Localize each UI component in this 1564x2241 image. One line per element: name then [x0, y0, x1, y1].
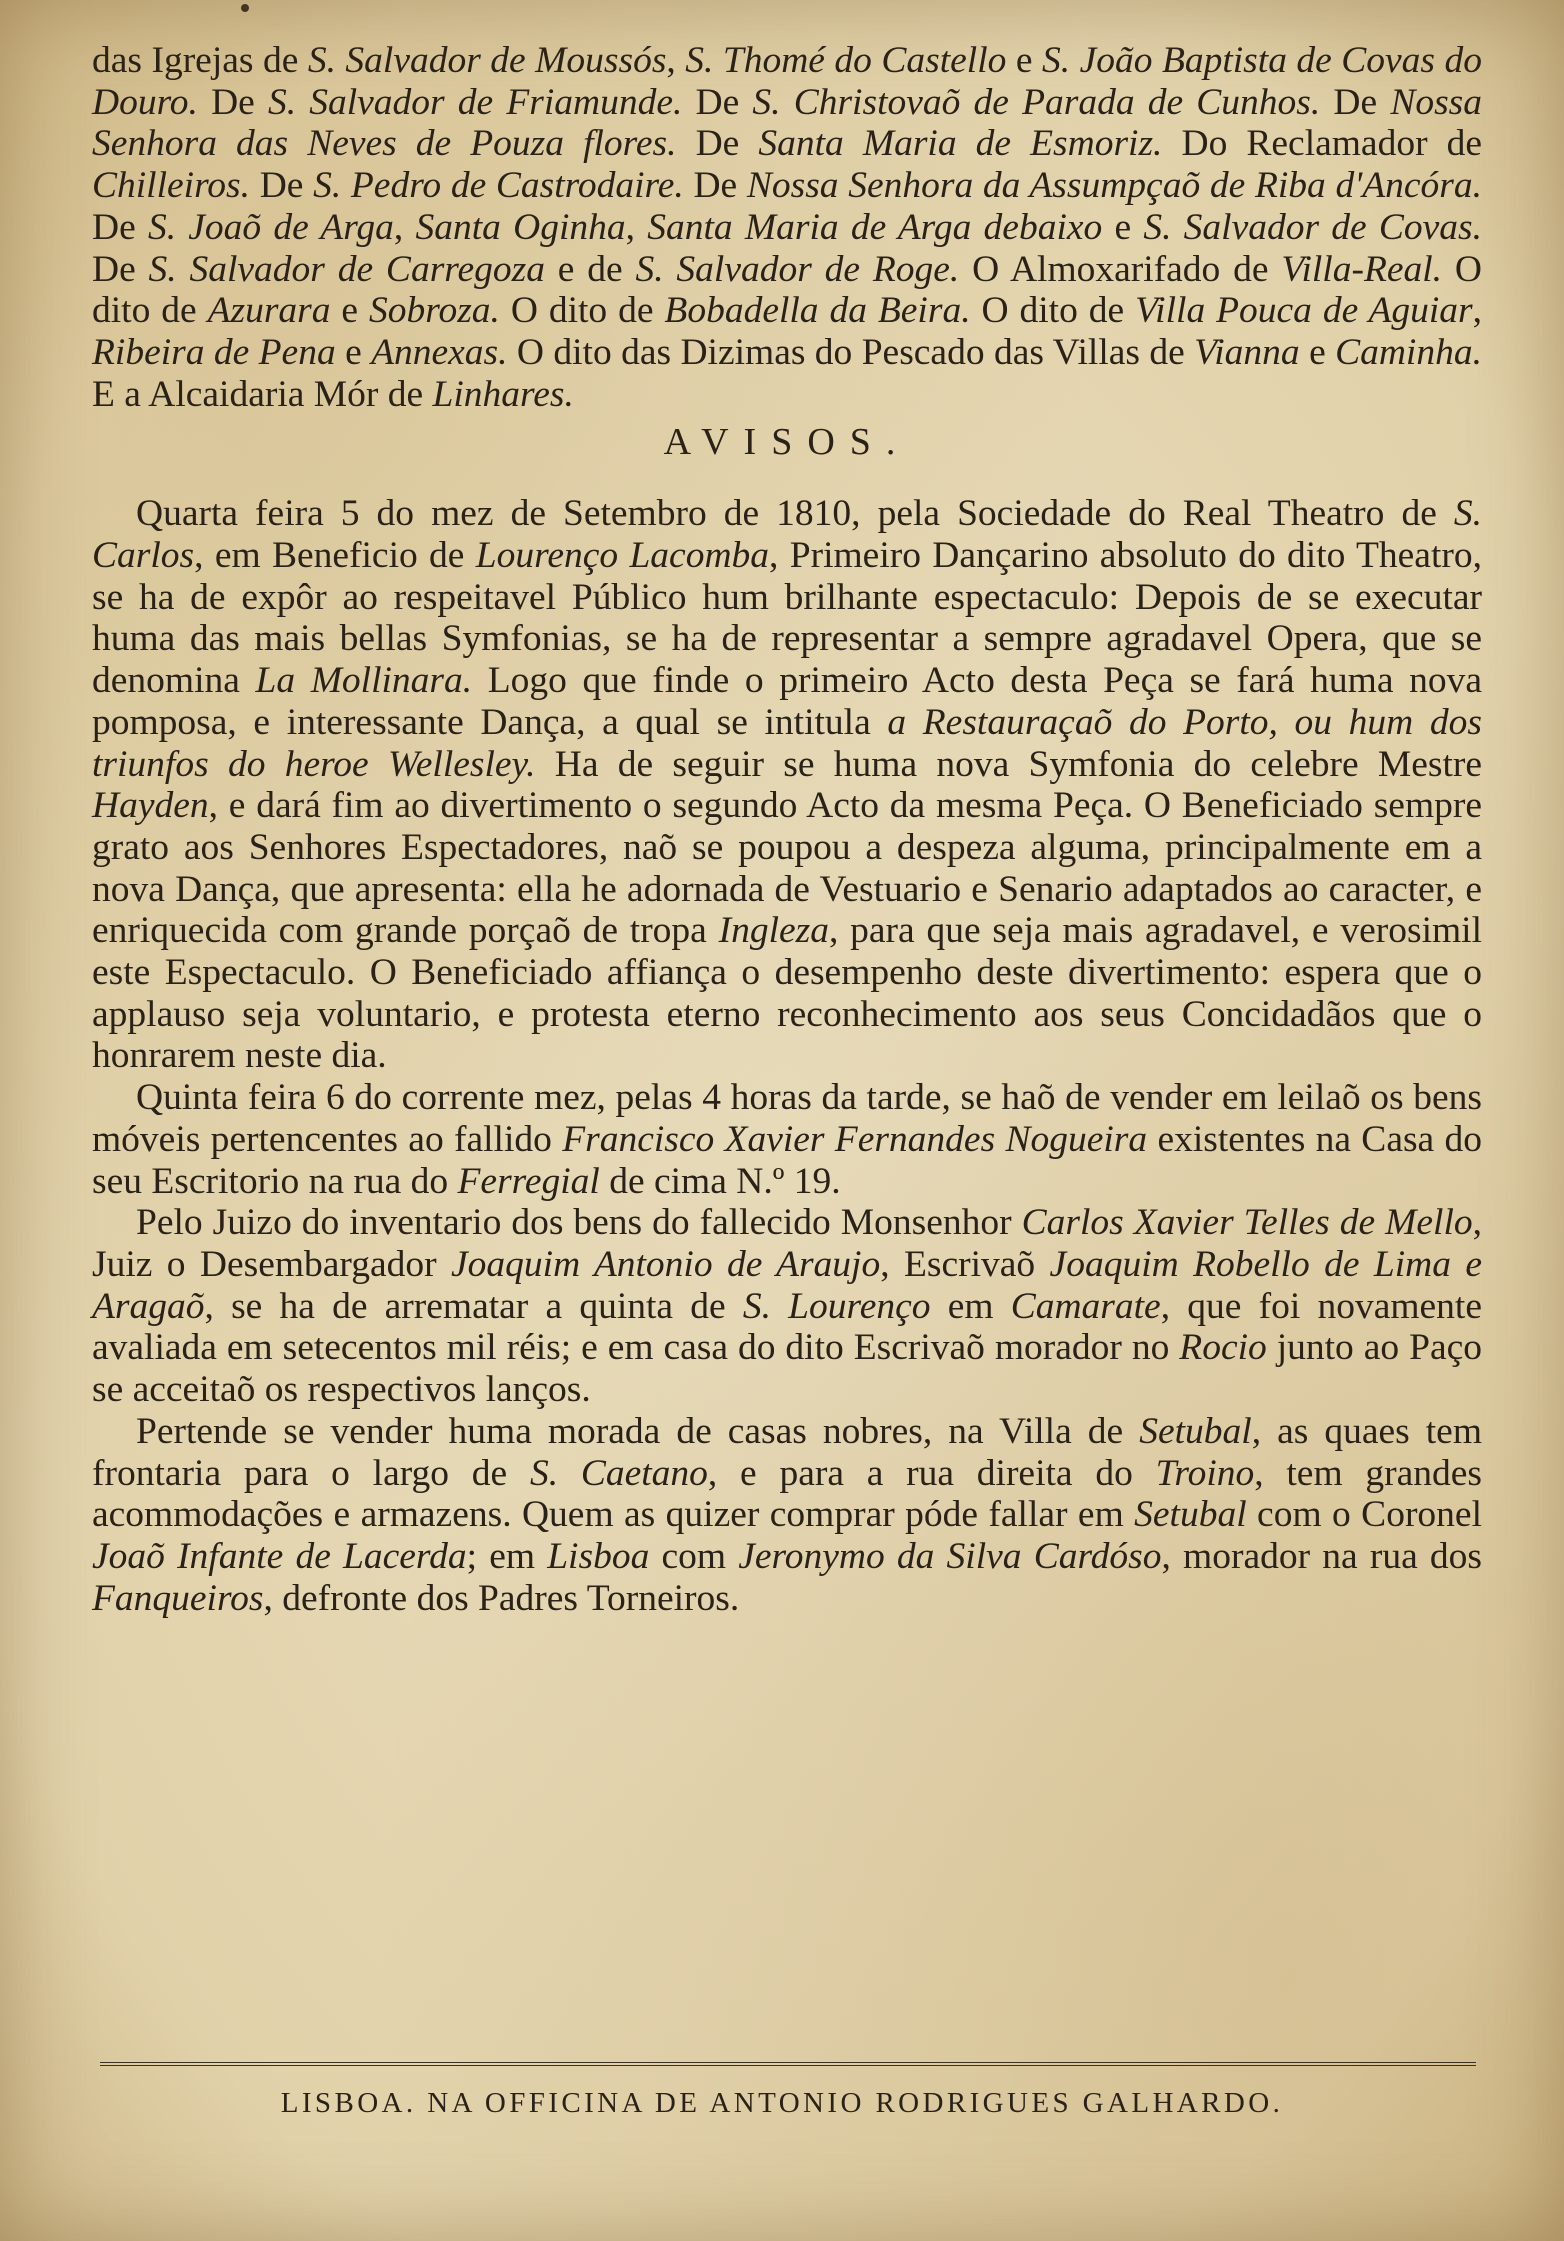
text-run: O dito de	[970, 290, 1136, 332]
page-body	[92, 40, 1482, 1619]
text-run: e	[1102, 206, 1144, 248]
text-run: existentes na Casa do seu Escritorio na rua do	[92, 1118, 1482, 1202]
text-run: e	[330, 290, 369, 332]
text-run: ,	[625, 206, 648, 248]
italic-run: S. Joaõ de Arga	[147, 206, 394, 248]
italic-run: Setubal	[1134, 1494, 1247, 1536]
italic-run: S. Salvador de Covas.	[1143, 206, 1482, 248]
text-run: Pelo Juizo do inventario dos bens do fallecido Monsenhor	[136, 1202, 1022, 1244]
italic-run: Nossa Senhora da Assumpçaõ de Riba d'Ancóra.	[746, 165, 1482, 207]
italic-run: S. Salvador de Moussós	[307, 40, 667, 81]
italic-run: Joaquim Robello de Lima e Aragaõ	[92, 1243, 1482, 1327]
text-run: Logo que finde o primeiro Acto desta Peça se fará huma nova pomposa, e interessante Dança, a qual se intitula	[92, 660, 1482, 743]
italic-run: Sobroza.	[369, 290, 500, 332]
text-run: e	[1299, 331, 1336, 373]
italic-run: Ferregial	[457, 1160, 600, 1202]
text-run: Do Reclamador de	[1162, 123, 1483, 165]
italic-run: S. Pedro de Castrodaire.	[313, 165, 684, 207]
text-run: em	[930, 1285, 1011, 1327]
text-run: Quarta feira 5 do mez de Setembro de 1810, pela Sociedade do Real Theatro de	[136, 493, 1454, 535]
italic-run: Santa Oginha	[415, 206, 626, 248]
paragraph-theatre-notice	[92, 493, 1482, 1077]
text-run: O Almoxarifado de	[959, 248, 1282, 290]
text-run: ,	[666, 40, 686, 81]
italic-run: Carlos Xavier Telles de Mello	[1021, 1202, 1473, 1244]
italic-run: Ribeira de Pena	[92, 331, 336, 373]
text-run: das Igrejas de	[92, 40, 308, 81]
italic-run: Joaquim Antonio de Araujo	[451, 1243, 881, 1285]
italic-run: Hayden	[92, 785, 209, 827]
italic-run: Caminha.	[1335, 331, 1482, 373]
text-run: de cima N.º 19.	[599, 1160, 841, 1202]
italic-run: Santa Maria de Arga debaixo	[647, 206, 1103, 248]
text-run: De	[92, 206, 148, 248]
italic-run: La Mollinara.	[255, 660, 473, 702]
text-run: , que foi novamente avaliada em setecentos mil réis; e em casa do dito Escrivaõ morador no	[92, 1285, 1482, 1369]
italic-run: Troino	[1155, 1452, 1255, 1494]
text-run: ,	[1472, 290, 1482, 332]
text-run: , as quaes tem frontaria para o largo de	[92, 1410, 1482, 1494]
italic-run: Bobadella da Beira.	[664, 290, 971, 332]
italic-run: Santa Maria de Esmoriz.	[758, 123, 1163, 165]
paragraph-intro	[92, 40, 1482, 415]
italic-run: Ingleza	[718, 910, 830, 952]
paragraph-auction-notice	[92, 1077, 1482, 1202]
text-run: , e para a rua direita do	[707, 1452, 1156, 1494]
italic-run: Nossa Senhora das Neves de Pouza flores.	[92, 81, 1483, 165]
text-run: , e dará fim ao divertimento o segundo Acto da mesma Peça. O Beneficiado sempre grato aos Senhores Espectadores, naõ se poupou a despeza alguma, principalmente em a nova Dança, que apresenta: ella he adornada de Vestuario e Senario adaptados ao caracter, e enriquecida com grande porçaõ de tropa	[92, 785, 1482, 952]
italic-run: S. Salvador de Carregoza	[148, 248, 545, 290]
text-run: , defronte dos Padres Torneiros.	[263, 1577, 740, 1619]
text-run: Ha de seguir se huma nova Symfonia do celebre Mestre	[535, 743, 1482, 785]
text-run: De	[250, 165, 314, 207]
text-run: Pertende se vender huma morada de casas nobres, na Villa de	[136, 1410, 1140, 1452]
text-run: e	[1006, 40, 1042, 81]
italic-run: S. Carlos	[92, 493, 1482, 577]
italic-run: Rocio	[1179, 1327, 1267, 1369]
text-run: , Juiz o Desembargador	[92, 1202, 1482, 1285]
text-run: De	[682, 81, 753, 123]
text-run: De	[197, 81, 268, 123]
text-run: , Escrivaõ	[880, 1243, 1050, 1285]
italic-run: Villa-Real.	[1281, 248, 1443, 290]
section-heading-avisos: AVISOS.	[663, 421, 911, 464]
text-run: junto ao Paço se acceitaõ os respectivos lanços.	[92, 1327, 1482, 1411]
text-run: , se ha de arrematar a quinta de	[204, 1285, 743, 1327]
text-run: , morador na rua dos	[1161, 1535, 1482, 1577]
text-run: De	[1320, 81, 1391, 123]
ink-speck	[241, 4, 249, 12]
italic-run: Joaõ Infante de Lacerda	[92, 1535, 467, 1577]
italic-run: S. João Baptista de Covas do Douro.	[92, 40, 1482, 123]
italic-run: Vianna	[1194, 331, 1300, 373]
text-run: com	[649, 1535, 739, 1577]
italic-run: Camarate	[1010, 1285, 1161, 1327]
italic-run: Setubal	[1139, 1410, 1252, 1452]
italic-run: Chilleiros.	[92, 165, 251, 207]
text-run: ,	[393, 206, 416, 248]
text-run: e de	[544, 248, 636, 290]
text-run: , tem grandes acommodações e armazens. Quem as quizer comprar póde fallar em	[92, 1452, 1482, 1536]
italic-run: S. Thomé do Castello	[685, 40, 1007, 81]
italic-run: S. Lourenço	[742, 1285, 931, 1327]
italic-run: S. Salvador de Friamunde.	[267, 81, 683, 123]
printer-imprint: LISBOA. NA OFFICINA DE ANTONIO RODRIGUES GALHARDO.	[280, 2087, 1284, 2119]
text-run: ; em	[466, 1535, 548, 1577]
text-run: O dito de	[499, 290, 665, 332]
footer-rule	[100, 2062, 1476, 2066]
italic-run: Lisboa	[547, 1535, 650, 1577]
text-run: O dito de	[92, 248, 1482, 332]
italic-run: S. Caetano	[529, 1452, 708, 1494]
text-run: Quinta feira 6 do corrente mez, pelas 4 horas da tarde, se haõ de vender em leilaõ os bens móveis pertencentes ao fallido	[92, 1077, 1482, 1160]
italic-run: Azurara	[207, 290, 331, 332]
text-run: e	[335, 331, 372, 373]
text-run: , para que seja mais agradavel, e verosimil este Espectaculo. O Beneficiado affiança o desempenho deste divertimento: espera que o applauso seja voluntario, e protesta eterno reconhecimento aos seus Concidadãos que o honrarem neste dia.	[92, 910, 1483, 1077]
text-run: De	[676, 123, 759, 165]
italic-run: Villa Pouca de Aguiar	[1135, 290, 1473, 332]
text-run: com o Coronel	[1246, 1494, 1482, 1536]
italic-run: Lourenço Lacomba	[475, 535, 770, 577]
text-run: O dito das Dizimas do Pescado das Villas de	[507, 331, 1195, 373]
italic-run: Jeronymo da Silva Cardóso	[738, 1535, 1162, 1577]
italic-run: Annexas.	[371, 331, 508, 373]
italic-run: Linhares.	[432, 373, 574, 415]
text-run: De	[683, 165, 747, 207]
text-run: E a Alcaidaria Mór de	[92, 373, 433, 415]
text-run: De	[92, 248, 149, 290]
text-run: , em Beneficio de	[194, 535, 476, 577]
italic-run: Fanqueiros	[92, 1577, 264, 1619]
italic-run: Francisco Xavier Fernandes Nogueira	[562, 1118, 1148, 1160]
paragraph-estate-notice	[92, 1202, 1482, 1411]
text-run: , Primeiro Dançarino absoluto do dito Theatro, se ha de expôr ao respeitavel Público hum brilhante espectaculo: Depois de se executar huma das mais bellas Symfonias, se ha de representar a sempre agradavel Opera, que se denomina	[92, 535, 1482, 702]
italic-run: a Restauraçaõ do Porto, ou hum dos triunfos do heroe Wellesley.	[92, 701, 1482, 785]
italic-run: S. Salvador de Roge.	[635, 248, 960, 290]
paragraph-houses-notice	[92, 1411, 1482, 1620]
italic-run: S. Christovaõ de Parada de Cunhos.	[752, 81, 1321, 123]
